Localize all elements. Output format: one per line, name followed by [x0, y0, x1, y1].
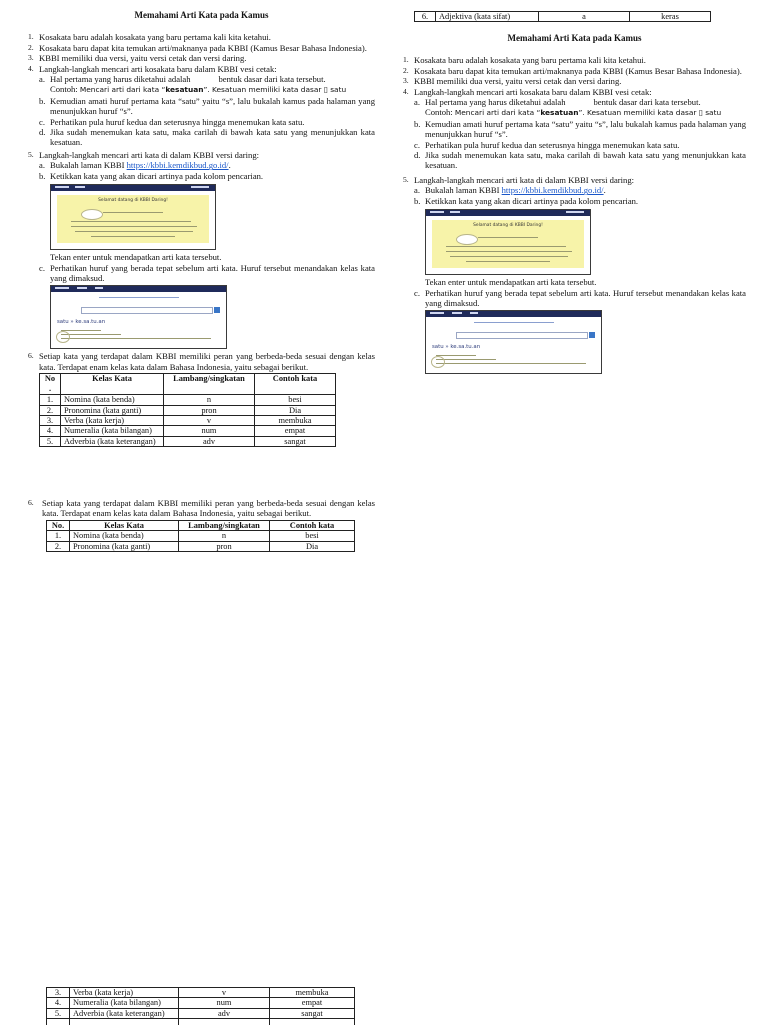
kbbi-result-screenshot	[425, 310, 602, 374]
table-row: 6. Adjektiva (kata sifat) a keras	[415, 12, 711, 22]
right-column	[403, 33, 746, 376]
sub-item: c. Perhatikan huruf yang berada tepat sebelum arti kata. Huruf tersebut menandakan kelas kata yang dimaksud. satu » ke.sa.tu.an	[39, 263, 375, 350]
list-item: 2. Kosakata baru dapat kita temukan arti/maknanya pada KBBI (Kamus Besar Bahasa Indonesia).	[28, 42, 367, 53]
sub-list	[414, 97, 746, 171]
list-item: 1. Kosakata baru adalah kosakata yang baru pertama kali kita ketahui.	[28, 32, 271, 43]
kbbi-welcome-text: Selamat datang di KBBI Daring!	[98, 198, 168, 204]
top-continuation-table	[414, 11, 711, 22]
table-row: 5. Adverbia (kata keterangan) adv sangat	[40, 436, 336, 446]
table-row: 5. Adverbia (kata keterangan) adv sangat	[47, 1008, 355, 1018]
table-row: 2. Pronomina (kata ganti) pron Dia	[47, 541, 355, 551]
sub-item: d. Jika sudah menemukan kata satu, maka carilah di bawah kata satu yang menunjukkan kata kesatuan.	[39, 127, 375, 148]
sub-item: a. Hal pertama yang harus diketahui adalah bentuk dasar dari kata tersebut. Contoh: Mencari arti dari kata “kesatuan”. Kesatuan memiliki kata dasar ▯ satu	[39, 74, 347, 95]
sub-item: c. Perhatikan huruf yang berada tepat sebelum arti kata. Huruf tersebut menandakan kelas kata yang dimaksud. satu » ke.sa.tu.an	[414, 288, 746, 375]
table-row: 3. Verba (kata kerja) v membuka	[40, 415, 336, 425]
table-row: 4. Numeralia (kata bilangan) num empat	[47, 998, 355, 1008]
page-title: Memahami Arti Kata pada Kamus	[134, 10, 269, 20]
sub-item: b. Kemudian amati huruf pertama kata “satu” yaitu “s”, lalu bukalah kamus pada halaman yang menunjukkan huruf “s”.	[39, 95, 375, 117]
list-item: 2. Kosakata baru dapat kita temukan arti/maknanya pada KBBI (Kamus Besar Bahasa Indonesia).	[403, 65, 742, 76]
table-row: 1. Nomina (kata benda) n besi	[47, 531, 355, 541]
table-header-row: No . Kelas Kata Lambang/singkatan Contoh kata	[40, 374, 336, 395]
list-item: 5. Langkah-langkah mencari arti kata di dalam KBBI versi daring: a. Bukalah laman KBBI https://kbbi.kemdikbud.go.id/. b. Ketikkan kata yang akan dicari artinya pada kolom pencarian. Selamat datang di KBBI Daring! Tekan enter untuk mendapatkan arti kata tersebut. c. Perhatikan huruf yang berada tepat sebelum arti kata. Huruf tersebut menandakan kelas kata yang dimaksud. satu » ke.sa.tu.an	[28, 150, 375, 349]
sub-item: a. Hal pertama yang harus diketahui adalah bentuk dasar dari kata tersebut. Contoh: Mencari arti dari kata “kesatuan”. Kesatuan memiliki kata dasar ▯ satu	[414, 97, 722, 118]
table-row: 2. Pronomina (kata ganti) pron Dia	[40, 405, 336, 415]
kbbi-link[interactable]: https://kbbi.kemdikbud.go.id/	[501, 185, 604, 196]
sub-item: c. Perhatikan pula huruf kedua dan seterusnya hingga menemukan kata satu.	[39, 116, 305, 127]
kbbi-welcome-screenshot	[50, 184, 216, 250]
table-row: 4. Numeralia (kata bilangan) num empat	[40, 426, 336, 436]
kbbi-welcome-text: Selamat datang di KBBI Daring!	[473, 223, 543, 229]
kbbi-link[interactable]: https://kbbi.kemdikbud.go.id/	[126, 160, 229, 171]
page-title: Memahami Arti Kata pada Kamus	[507, 33, 642, 43]
list-item: 3. KBBI memiliki dua versi, yaitu versi cetak dan versi daring.	[28, 53, 247, 64]
kelas-kata-table	[39, 373, 336, 447]
list-item: 6. Setiap kata yang terdapat dalam KBBI memiliki peran yang berbeda-beda sesuai dengan kelas kata. Terdapat enam kelas kata dalam Bahasa Indonesia, yaitu sebagai berikut. No . Kelas Kata Lambang/singkatan Contoh kata 1. Nomina (kata benda) n besi 2. Pronomina (kata ganti) pron Dia 3. Verba (kata kerja) v membuka 4. Numeralia (kata bilangan) num empat 5. Adverbia (kata keterangan) adv sangat	[28, 351, 375, 446]
sub-item: a. Bukalah laman KBBI https://kbbi.kemdikbud.go.id/.	[39, 160, 231, 171]
list-item: 4. Langkah-langkah mencari arti kosakata baru dalam KBBI vesi cetak: a. Hal pertama yang harus diketahui adalah bentuk dasar dari kata tersebut. Contoh: Mencari arti dari kata “kesatuan”. Kesatuan memiliki kata dasar ▯ satu b. Kemudian amati huruf pertama kata “satu” yaitu “s”, lalu bukalah kamus pada halaman yang menunjukkan huruf “s”. c. Perhatikan pula huruf kedua dan seterusnya hingga menemukan kata satu. d. Jika sudah menemukan kata satu, maka carilah di bawah kata satu yang menunjukkan kata kesatuan.	[403, 86, 746, 171]
table-header-row: No. Kelas Kata Lambang/singkatan Contoh kata	[47, 521, 355, 531]
list-item: 4. Langkah-langkah mencari arti kosakata baru dalam KBBI vesi cetak: a. Hal pertama yang harus diketahui adalah bentuk dasar dari kata tersebut. Contoh: Mencari arti dari kata “kesatuan”. Kesatuan memiliki kata dasar ▯ satu b. Kemudian amati huruf pertama kata “satu” yaitu “s”, lalu bukalah kamus pada halaman yang menunjukkan huruf “s”. c. Perhatikan pula huruf kedua dan seterusnya hingga menemukan kata satu. d. Jika sudah menemukan kata satu, maka carilah di bawah kata satu yang menunjukkan kata kesatuan.	[28, 63, 375, 148]
sub-list	[39, 160, 375, 349]
left-item6-repeat	[28, 498, 375, 551]
sub-list	[39, 74, 375, 148]
sub-item: b. Ketikkan kata yang akan dicari artinya pada kolom pencarian. Selamat datang di KBBI Daring! Tekan enter untuk mendapatkan arti kata tersebut.	[39, 170, 264, 263]
kbbi-welcome-screenshot	[425, 209, 591, 275]
list-item: 1. Kosakata baru adalah kosakata yang baru pertama kali kita ketahui.	[403, 55, 646, 66]
kbbi-result-word: satu » ke.sa.tu.an	[432, 344, 481, 351]
sub-item: a. Bukalah laman KBBI https://kbbi.kemdikbud.go.id/.	[414, 185, 606, 196]
kelas-kata-table-partial	[46, 520, 355, 552]
list-item: 5. Langkah-langkah mencari arti kata di dalam KBBI versi daring: a. Bukalah laman KBBI https://kbbi.kemdikbud.go.id/. b. Ketikkan kata yang akan dicari artinya pada kolom pencarian. Selamat datang di KBBI Daring! Tekan enter untuk mendapatkan arti kata tersebut. c. Perhatikan huruf yang berada tepat sebelum arti kata. Huruf tersebut menandakan kelas kata yang dimaksud. satu » ke.sa.tu.an	[403, 175, 746, 374]
main-list	[28, 32, 375, 447]
sub-item: d. Jika sudah menemukan kata satu, maka carilah di bawah kata satu yang menunjukkan kata kesatuan.	[414, 150, 746, 171]
table-row: 1. Nomina (kata benda) n besi	[40, 395, 336, 405]
kbbi-result-word: satu » ke.sa.tu.an	[57, 319, 106, 326]
kelas-kata-table-continuation	[46, 987, 355, 1025]
list-item: 6. Setiap kata yang terdapat dalam KBBI memiliki peran yang berbeda-beda sesuai dengan kelas kata. Terdapat enam kelas kata dalam Bahasa Indonesia, yaitu sebagai berikut.	[28, 498, 375, 519]
sub-item: b. Ketikkan kata yang akan dicari artinya pada kolom pencarian. Selamat datang di KBBI Daring! Tekan enter untuk mendapatkan arti kata tersebut.	[414, 195, 639, 288]
main-list	[403, 55, 746, 374]
sub-list	[414, 185, 746, 374]
sub-item: b. Kemudian amati huruf pertama kata “satu” yaitu “s”, lalu bukalah kamus pada halaman yang menunjukkan huruf “s”.	[414, 118, 746, 140]
kbbi-result-screenshot	[50, 285, 227, 349]
table-row: 3. Verba (kata kerja) v membuka	[47, 988, 355, 998]
left-column	[28, 10, 375, 447]
sub-item: c. Perhatikan pula huruf kedua dan seterusnya hingga menemukan kata satu.	[414, 139, 680, 150]
list-item: 3. KBBI memiliki dua versi, yaitu versi cetak dan versi daring.	[403, 76, 622, 87]
